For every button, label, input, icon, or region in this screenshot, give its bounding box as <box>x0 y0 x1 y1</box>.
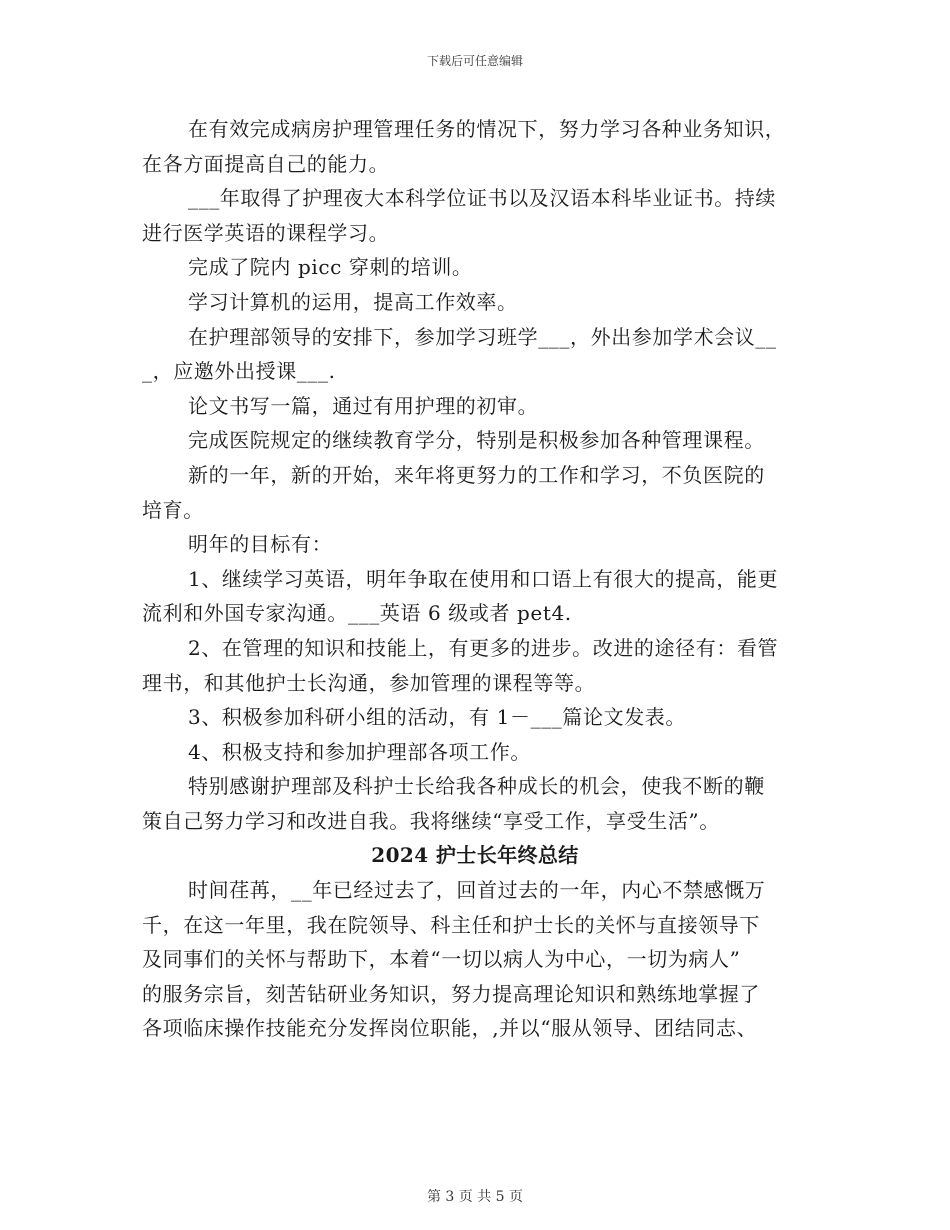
text-line: 及同事们的关怀与帮助下，本着“一切以病人为中心，一切为病人” <box>142 947 741 972</box>
text-line: 各项临床操作技能充分发挥岗位职能，,并以“服从领导、团结同志、 <box>142 1016 758 1041</box>
text-line: 1、继续学习英语，明年争取在使用和口语上有很大的提高，能更 <box>188 566 779 591</box>
text-line: 的服务宗旨，刻苦钻研业务知识，努力提高理论知识和熟练地掌握了 <box>142 981 760 1006</box>
text-line: 学习计算机的运用，提高工作效率。 <box>188 289 518 314</box>
text-line: 流利和外国专家沟通。___英语 6 级或者 pet4. <box>142 601 572 626</box>
text-line: _，应邀外出授课___. <box>142 359 336 384</box>
text-line: 培育。 <box>142 497 204 522</box>
page-header: 下载后可任意编辑 <box>426 54 523 68</box>
text-line: 论文书写一篇，通过有用护理的初审。 <box>188 393 539 418</box>
page-footer: 第 3 页 共 5 页 <box>426 1189 524 1205</box>
text-line: 4、积极支持和参加护理部各项工作。 <box>188 739 531 764</box>
document-body <box>142 112 808 1046</box>
text-line: 新的一年，新的开始，来年将更努力的工作和学习，不负医院的 <box>188 462 765 487</box>
text-line: 时间荏苒，__年已经过去了，回首过去的一年，内心不禁感慨万 <box>188 878 766 903</box>
text-line: 2、在管理的知识和技能上，有更多的进步。改进的途径有：看管 <box>188 635 779 660</box>
text-line: 进行医学英语的课程学习。 <box>142 220 390 245</box>
section-title: 2024 护士长年终总结 <box>371 843 579 868</box>
text-line: ___年取得了护理夜大本科学位证书以及汉语本科毕业证书。持续 <box>188 186 776 211</box>
text-line: 明年的目标有： <box>188 532 333 557</box>
text-line: 特别感谢护理部及科护士长给我各种成长的机会，使我不断的鞭 <box>188 774 765 799</box>
text-line: 3、积极参加科研小组的活动，有 1－___篇论文发表。 <box>188 705 687 730</box>
text-line: 在护理部领导的安排下，参加学习班学___，外出参加学术会议__ <box>188 324 777 349</box>
text-line: 完成了院内 picc 穿刺的培训。 <box>188 255 473 280</box>
text-line: 在各方面提高自己的能力。 <box>142 151 390 176</box>
text-line: 千，在这一年里，我在院领导、科主任和护士长的关怀与直接领导下 <box>142 912 760 937</box>
text-line: 完成医院规定的继续教育学分，特别是积极参加各种管理课程。 <box>188 428 765 453</box>
text-line: 在有效完成病房护理管理任务的情况下，努力学习各种业务知识， <box>188 117 786 141</box>
text-line: 理书，和其他护士长沟通，参加管理的课程等等。 <box>142 670 596 695</box>
text-line: 策自己努力学习和改进自我。我将继续“享受工作，享受生活”。 <box>142 808 720 833</box>
